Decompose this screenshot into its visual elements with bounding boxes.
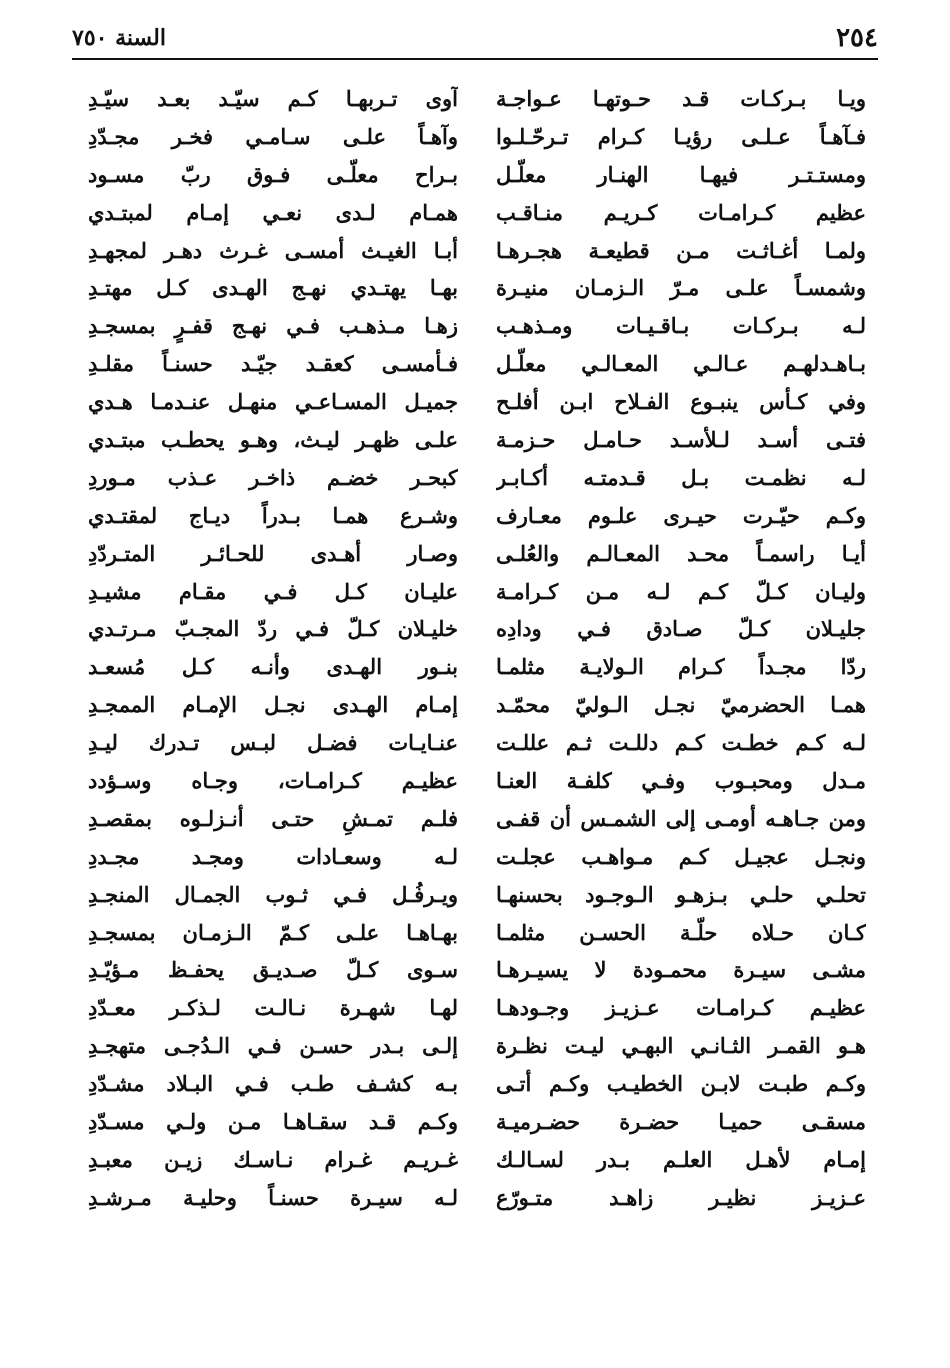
verse-line: ردّا مجـداً كـرام الـولايـة مثلمـا [496,654,866,680]
verse-line: وآهـاً علـى سـامـي فخـر مجـدّدِ [88,123,458,149]
verse-line: عـزيـز نظيـر زاهـد متـورّع [496,1184,866,1210]
verse-line: فلـم تمـشِ حتـى أنـزلـوه بمقصـدِ [88,805,458,831]
verse-line: همـا الحضرميّ نجـل الـوليّ محمّـد [496,692,866,718]
verse-line: عنـايـات فضـل لبـس تـدرك ليـدِ [88,730,458,756]
verse-line: خليـلان كـلّ فـي ردّ المجـبّ مـرتـدي [88,616,458,642]
page-number: ٢٥٤ [836,23,878,53]
verse-line: لـه كـم خطـت كـم دللـت ثـم عللـت [496,730,866,756]
verse-line: أيـا راسمـاً محـد المعـالـم والعُلـى [496,540,866,566]
verse-line: وكـم حيّـرت حيـرى علـوم معـارف [496,502,866,528]
verse-line: لـه وسعـادات ومجـد مجـددِ [88,843,458,869]
verse-line: بـاهـدلهـم عـالـي المعـالـي معلّـل [496,351,866,377]
verse-line: كبحـر خضـم ذاخـر عـذب مـوردِ [88,464,458,490]
verse-line: زهـا مـذهـب فـي نهـج قفـرٍ بمسجـدِ [88,313,458,339]
verse-line: وكـم طبـت لابـن الخطيـب وكـم أتـى [496,1071,866,1097]
verse-line: كـان حـلاه حلّـة الحسـن مثلمـا [496,919,866,945]
verse-line: جميـل المسـاعـي منهـل عنـدمـا هـدي [88,389,458,415]
verse-line: فـآهـاً عـلـى رؤيـا كـرام تـرحّـلـوا [496,123,866,149]
verse-line: وكـم قـد سقـاهـا مـن ولـي مسـدّدِ [88,1109,458,1135]
verse-line: ومن جـاهـه أومـى إلى الشمـس أن قفـى [496,805,866,831]
verse-line: ونجـل عجيـل كـم مـواهـب عجلـت [496,843,866,869]
verse-line: بهـا يهتـدي نهـج الهـدى كـل مهتـدِ [88,275,458,301]
verse-column-right [496,80,866,1217]
verse-line: هـو القمـر الثـانـي البهـي ليـت نظـرة [496,1033,866,1059]
verse-line: جليـلان كـلّ صـادق فـي ودادِه [496,616,866,642]
verse-line: إمـام لأهـل العلـم بـدر لسـالـك [496,1146,866,1172]
verse-line: لهـا شهـرة نـالـت لـذكـر معـدّدِ [88,995,458,1021]
verse-line: مسقـى حميـا حضـرة حضـرميـة [496,1109,866,1135]
verse-line: تحلـي حلـي بـزهـو الـوجـود بحسنهـا [496,881,866,907]
verse-line: بـراح معلّـى فـوق ربّ مسـود [88,161,458,187]
verse-line: لـه بـركـات بـاقـيـات ومـذهـب [496,313,866,339]
verse-line: وصـار أهـدى للحـائـر المتـردّدِ [88,540,458,566]
verse-line: بـه كشـف طـب فـي البـلاد مشـدّدِ [88,1071,458,1097]
verse-line: غـريـم غـرام نـاسـك زيـن معبـدِ [88,1146,458,1172]
verse-line: وليـان كـلّ كـم لـه مـن كـرامـة [496,578,866,604]
verse-line: وشمسـاً علـى مـرّ الـزمـان منيـرة [496,275,866,301]
verse-line: ويـا بـركـات قـد حـوتهـا عـواجـة [496,86,866,111]
running-head: السنة ٧٥٠ [72,25,166,51]
verse-line: لـه سيـرة حسنـاً وحليـة مـرشـدِ [88,1184,458,1210]
verse-line: عليـان كـل فـي مقـام مشيـدِ [88,578,458,604]
verse-line: ويـرفُـل فـي ثـوب الجمـال المنجـدِ [88,881,458,907]
verse-line: همـام لـدى نعـي إمـام لمبتـدي [88,199,458,225]
verse-line: فتـى أسـد لـلأسـد حـامـل حـزمـة [496,427,866,453]
verse-column-left [88,80,458,1217]
verse-line: سـوى كـلّ صـديـق يحفـظ مـؤيّـدِ [88,957,458,983]
verse-line: مشـى سيـرة محمـودة لا يسيـرهـا [496,957,866,983]
verse-line: أبـا الغيـث أمسـى غـرث دهـر لمجهـدِ [88,237,458,263]
verse-line: إلـى بـدر حسـن فـي الـدُجـى متهجـدِ [88,1033,458,1059]
verse-line: وشـرع همـا بـدراً ديـاج لمقتـدي [88,502,458,528]
verse-line: وفي كـأس ينبـوع الفـلاح ابـن أفلـح [496,389,866,415]
verse-line: عظيـم كـرامـات عـزيـز وجـودهـا [496,995,866,1021]
verse-line: ومستـتـر فيهـا الهنـار معلّـل [496,161,866,187]
verse-line: علـى ظهـر ليـث، وهـو يحطـب مبتـدي [88,427,458,453]
verse-line: لـه نظمـت بـل قـدمتـه أكـابـر [496,464,866,490]
verse-line: بهـاهـا علـى كـمّ الـزمـان بمسجـدِ [88,919,458,945]
verse-line: ولمـا أغـاثـت مـن قطيعـة هجـرهـا [496,237,866,263]
page-header [72,18,878,60]
verse-line: بنـور الهـدى وأنـه كـل مُسعـد [88,654,458,680]
verse-line: عظيم كـرامـات كـريـم منـاقـب [496,199,866,225]
verse-line: عظيـم كـرامـات، وجـاه وسـؤدد [88,768,458,794]
verse-line: مـدل ومحبـوب وفـي كلفـة العنـا [496,768,866,794]
verse-line: إمـام الهـدى نجـل الإمـام الممجـدِ [88,692,458,718]
verse-line: فـأمسـى كعقـد جيّـد حسنـاً مقلـدِ [88,351,458,377]
verse-line: آوى تـربهـا كـم سيّـد بعـد سيّـدِ [88,86,458,111]
